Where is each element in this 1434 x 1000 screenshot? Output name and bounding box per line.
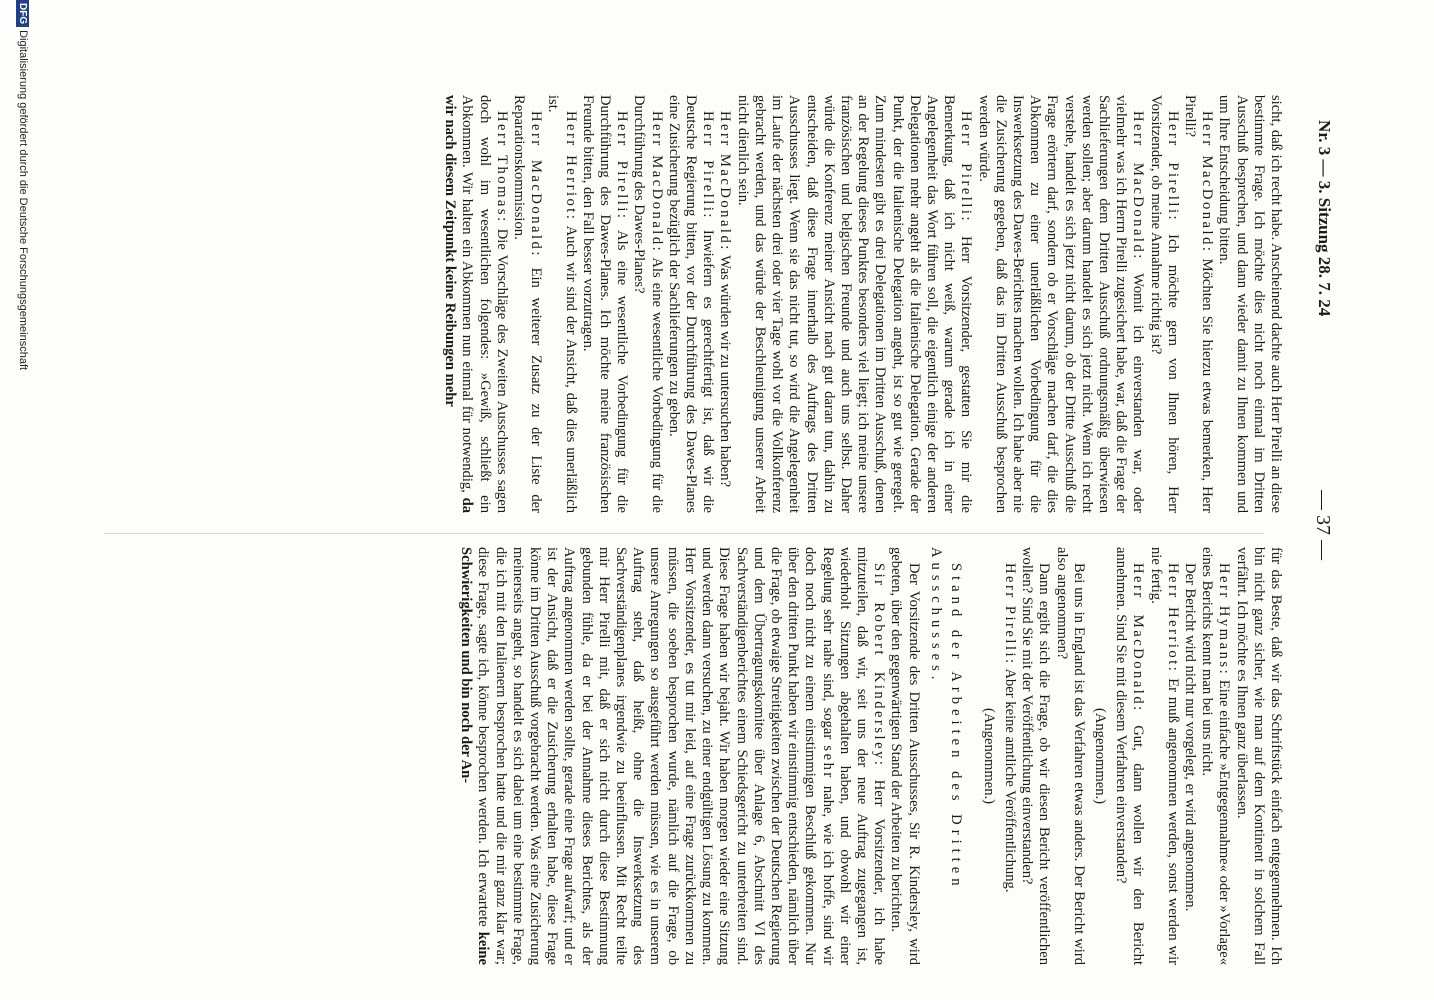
speech: Er muß angenommen werden, sonst werden wir nie fertig. [1147, 547, 1181, 965]
paragraph [716, 95, 733, 513]
section-heading: Stand der Arbeiten des Dritten Ausschusses. [927, 547, 964, 891]
speaker: Herr Pirelli: [1001, 563, 1018, 666]
paragraph [734, 95, 975, 513]
paragraph: Dann ergibt sich die Frage, ob wir diesen Bericht veröffentlichen wollen? Sind Sie mit der Veröffentlichung einverstanden? [1019, 547, 1053, 965]
paragraph [1001, 547, 1018, 965]
speech: Möchten Sie hierzu etwas bemerken, Herr Pirelli? [1181, 95, 1216, 513]
speaker: Herr MacDonald: [1130, 111, 1147, 261]
speaker: Herr Pirelli: [958, 111, 975, 224]
left-column [94, 95, 1284, 513]
decision-note: (Angenommen.) [1091, 707, 1108, 805]
speech: Inwiefern es gerechtfertigt ist, daß wir die Deutsche Regierung bitten, vor der Durchführung des Dawes-Planes eine Zusicherung bezüglich der Sachlieferungen zu geben. [665, 95, 717, 513]
paragraph: Der Bericht wird nicht nur vorgelegt, er wird angenommen. [1181, 563, 1198, 912]
speech: Was würden wir zu untersuchen haben? [717, 251, 734, 488]
emphasis: sehr [819, 745, 836, 780]
paragraph [457, 547, 887, 965]
speaker: Herr Herriot: [562, 111, 579, 222]
speech-bold: da wir nach diesem Zeitpunkt keine Reibungen mehr [442, 95, 476, 513]
speaker: Herr MacDonald: [717, 111, 734, 252]
speech: Gut, dann wollen wir den Bericht annehmen. Sind Sie mit diesem Verfahren einverstanden? [1113, 547, 1147, 965]
paragraph: Bei uns in England ist das Verfahren etwas anders. Der Bericht wird also angenommen? [1053, 547, 1087, 965]
paragraph [630, 95, 664, 513]
page-header [1304, 120, 1334, 980]
paragraph: Der Vorsitzende des Dritten Ausschusses, Sir R. Kindersley, wird gebeten, über den gegenwärtigen Stand der Arbeiten zu berichten. [888, 547, 922, 965]
paragraph [441, 95, 510, 513]
paragraph [1198, 547, 1232, 965]
speech: Herr Vorsitzender, gestatten Sie mir die Bemerkung, daß ich nicht weiß, warum gerade ich in einer Angelegenheit das Wort führen soll, die eigentlich einige der anderen Delegationen mehr angeht als die Italienische Delegation. Gerade der Punkt, der die Italienische Delegation angeht, ist so gut wie geregelt. Zum mindesten gibt es drei Delegationen im Dritten Ausschuß, denen an der Regelung dieses Punktes besonders viel liegt; ich meine unsere französischen und belgischen Freunde und auch uns selbst. Daher würde die Konferenz meiner Ansicht nach gut daran tun, dahin zu entscheiden, daß diese Frage innerhalb des Auftrags des Dritten Ausschusses liegt. Wenn sie das nicht tut, so wird die Angelegenheit im Laufe der nächsten drei oder vier Tage wohl vor die Vollkonferenz gebracht werden, und das würde der Beschleunigung unserer Arbeit nicht dienlich sein. [734, 95, 975, 513]
speech: Womit ich einverstanden war, oder vielmehr was ich Herrn Pirelli zugesichert habe, war, daß die Frage der Sachlieferungen dem Dritten Ausschuß ordnungsmäßig überwiesen werden sollen; aber darum handelt es sich jetzt nicht. Wenn ich recht verstehe, handelt es sich jetzt nicht darum, ob der Dritte Ausschuß die Frage erörtern darf, sondern ob er Vorschläge machen darf, die dies Abkommen zu einer unerläßlichen Vorbedingung für die Inswerksetzung des Dawes-Berichtes machen wollen. Ich habe aber nie die Zusicherung gegeben, daß das im Dritten Ausschuß besprochen werden würde. [975, 95, 1147, 513]
session-heading: Nr. 3 — 3. Sitzung 28. 7. 24 [1315, 120, 1334, 317]
speaker: Herr Pirelli: [614, 111, 631, 221]
speaker: Sir Robert Kindersley: [871, 563, 888, 768]
column-divider [104, 533, 1264, 534]
speech: Herr Vorsitzender, ich habe mitzuteilen, daß wir, seit uns der neue Auftrag zugegangen ist, wiederholt Sitzungen abgehalten haben, und obwohl wir einer Regelung sehr nahe sind, sogar [819, 547, 888, 965]
speech: Eine einfache »Entgegennahme« oder »Vorlage« eines Berichts kennt man bei uns nicht. [1199, 547, 1233, 965]
paragraph: sicht, daß ich recht habe. Anscheinend dachte auch Herr Pirelli an diese bestimmte Frage. Ich möchte dies nicht noch einmal im Dritten Ausschuß besprechen, und dann wieder damit zu Ihnen kommen und um Ihre Entscheidung bitten. [1216, 95, 1284, 513]
speech: Aber keine amtliche Veröffentlichung. [1001, 665, 1018, 893]
speech: nahe, wie ich hoffe, sind wir doch noch nicht zu einem einstimmigen Beschluß gekommen. Nur über den dritten Punkt haben wir einstimmig entschieden, nämlich über die Frage, ob etwaige Streitigkeiten zwischen der Deutschen Regierung und dem Übertragungskomitee über Anlage 6, Abschnitt VI des Sachverständigenberichtes einem Schiedsgericht zu unterbreiten sind. Diese Frage haben wir bejaht. Wir haben morgen wieder eine Sitzung und werden dann versuchen, zu einer endgültigen Lösung zu kommen. Herr Vorsitzender, es tut mir leid, auf eine Frage zurückkommen zu müssen, die soeben besprochen wurde, nämlich auf die Frage, ob unsere Anregungen so ausgeführt werden müssen, wie es in unserem Auftrag steht, daß heißt, ohne die Inswerksetzung des Sachverständigenplanes irgendwie zu beeinflussen. Mit Recht teilte mir Herr Pirelli mit, daß er sich nicht durch diese Bestimmung gebunden fühle, da er bei der Annahme dieses Berichtes, als der Auftrag angenommen werden sollte, gerade eine Frage aufwarf; und er ist der Ansicht, daß er die Zusicherung erhalten habe, diese Frage könne im Dritten Ausschuß vorgebracht werden. Was eine Zusicherung meinerseits angeht, so handelt es sich dabei um eine bestimmte Frage, die ich mit den Italienern besprochen hatte und die mir ganz klar war; diese Frage, sagte ich, könne besprochen werden. Ich erwartete [475, 547, 836, 965]
right-column [94, 547, 1284, 965]
paragraph [1146, 547, 1180, 965]
paragraph [1146, 95, 1180, 513]
speech: Ich möchte gern von Ihnen hören, Herr Vorsitzender, ob meine Annahme richtig ist? [1147, 95, 1181, 513]
page-number: — 37 — [1312, 490, 1334, 560]
paragraph [974, 95, 1146, 513]
speaker: Herr MacDonald: [528, 111, 545, 258]
speech: Als eine wesentliche Vorbedingung für die Durchführung des Dawes-Planes? [631, 95, 665, 513]
speaker: Herr MacDonald: [648, 111, 665, 254]
speaker: Herr MacDonald: [1199, 111, 1216, 254]
speaker: Herr Thomas: [493, 111, 510, 224]
paragraph: für das Beste, daß wir das Schriftstück einfach entgegennehmen. Ich bin nicht ganz sicher, wie man auf dem Kontinent in solchem Fall verfährt. Ich möchte es Ihnen ganz überlassen. [1233, 547, 1284, 965]
paragraph [1181, 95, 1215, 513]
speech: Als eine wesentliche Vorbedingung für die Durchführung des Dawes-Planes. Ich möchte meine französischen Freunde bitten, den Fall besser vorzutragen. [579, 95, 631, 513]
paragraph [1112, 547, 1146, 965]
speaker: Herr MacDonald: [1130, 563, 1147, 713]
paragraph [579, 95, 631, 513]
paragraph [510, 95, 544, 513]
speech: Ein weiterer Zusatz zu der Liste der Reparationskommission. [511, 95, 545, 513]
speaker: Herr Pirelli: [1164, 111, 1181, 223]
speaker: Herr Herriot: [1164, 563, 1181, 674]
speech: Die Vorschläge des Zweiten Ausschusses sagen doch wohl im wesentlichen folgendes: »Gewiß, schließt ein Abkommen. Wir halten ein Abkommen nun einmal für notwendig, [459, 95, 510, 513]
dfg-logo: DFG [16, 0, 29, 27]
speech: Auch wir sind der Ansicht, daß dies unerläßlich ist. [545, 95, 579, 513]
digitization-credit [16, 0, 29, 1000]
speaker: Herr Pirelli: [700, 111, 717, 220]
speaker: Herr Hymans: [1216, 563, 1233, 677]
paragraph [544, 95, 578, 513]
credit-text: Digitalisierung gefördert durch die Deutsche Forschungsgemeinschaft [17, 30, 29, 371]
paragraph [665, 95, 717, 513]
speech-bold: keine Schwierigkeiten und bin noch der An- [458, 547, 492, 965]
decision-note: (Angenommen.) [980, 707, 997, 805]
